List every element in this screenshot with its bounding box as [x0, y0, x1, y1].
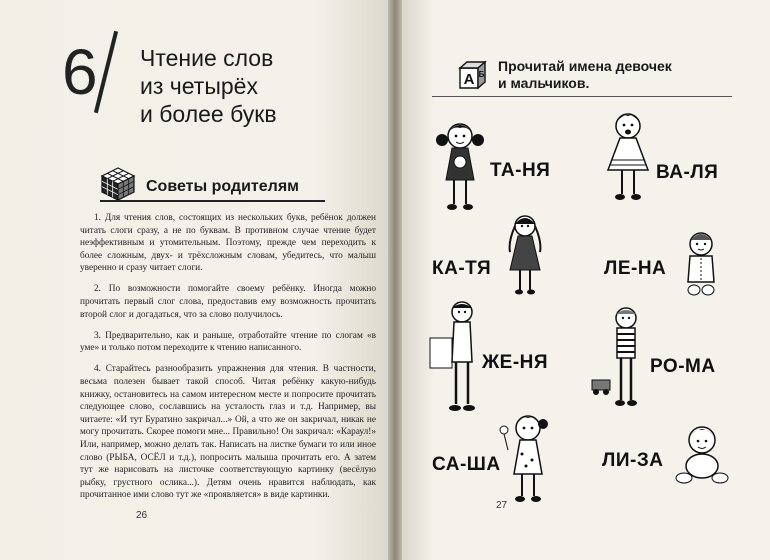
section-divider: [100, 200, 325, 202]
page-number-left: 26: [136, 510, 148, 521]
block-letter-a: А: [463, 71, 475, 88]
boy-roma-illustration: [590, 304, 650, 414]
name-lena: ЛЕ-НА: [604, 258, 667, 279]
page-number-right: 27: [496, 500, 508, 511]
name-roma: РО-МА: [650, 356, 716, 377]
task-divider: [432, 96, 732, 97]
girl-liza-illustration: [674, 424, 730, 486]
advice-paragraph-3: 3. Предварительно, как и раньше, отработайте чтение по слогам «в уме» и только потом переходите к чтению написанного.: [80, 330, 376, 354]
book-gutter: [388, 0, 402, 560]
rubik-cube-icon: [100, 166, 136, 202]
section-title: Советы родителям: [146, 178, 299, 195]
task-title-line-2: и мальчиков.: [498, 75, 590, 91]
advice-paragraph-4: 4. Старайтесь разнообразить упражнения для чтения. В частности, весьма полезен бывает такой способ. Читая ребёнку какую-нибудь книжку, остановитесь на самом интересном месте и попросите прочитать следующее слово, сославшись на усталость глаз и т.д. Например, вы читаете: «И тут Буратино закричал...» Ой, а что же он закричал, никак не могу прочитать. Скорее помоги мне... Правильно! Он закричал: «Караул!» Или, например, можно делать так. Написать на листке бумаги то или иное слово (РЫБА, ОСЁЛ и т.д.), попросить малыша прочитать его. А затем тут же нарисовать на листочке соответствующую картинку (весёлую рыбку, грустного ослика...). Детям очень нравится наблюдать, как прочитанное ими слово тут же «проявляется» в виде картинки.: [80, 364, 376, 501]
advice-paragraph-2: 2. По возможности помогайте своему ребёнку. Иногда можно прочитать первый слог слова, предоставив ему возможность прочитать второй слог и догадаться, что за слово получилось.: [80, 284, 376, 320]
girl-tanya-illustration: [430, 118, 490, 214]
chapter-title-line-1: Чтение слов: [140, 45, 274, 71]
advice-paragraph-1: 1. Для чтения слов, состоящих из нескольких букв, ребёнок должен читать слоги сразу, а не по буквам. В противном случае чтение будет неэффективным и утомительным. Поэтому, прежде чем переходить к более сложным, двух- и трёхсложным словам, убедитесь, что малыш уверенно и сразу читает слоги.: [80, 213, 376, 274]
girl-sasha-illustration: [498, 410, 554, 506]
name-liza: ЛИ-ЗА: [602, 450, 664, 471]
girl-valya-illustration: [598, 108, 658, 204]
chapter-title-line-3: и более букв: [140, 101, 277, 127]
alphabet-block-icon: [458, 60, 488, 90]
name-zhenya: ЖЕ-НЯ: [482, 352, 549, 373]
task-title-line-1: Прочитай имена девочек: [498, 58, 672, 74]
girl-katya-illustration: [500, 212, 550, 296]
boy-zhenya-illustration: [428, 298, 488, 418]
name-sasha: СА-ША: [432, 454, 501, 475]
chapter-title: [140, 44, 380, 128]
chapter-title-line-2: из четырёх: [140, 73, 258, 99]
block-letter-b: Б: [478, 70, 485, 79]
name-katya: КА-ТЯ: [432, 258, 492, 279]
name-tanya: ТА-НЯ: [490, 160, 551, 181]
girl-lena-illustration: [678, 228, 724, 298]
name-valya: ВА-ЛЯ: [656, 162, 719, 183]
advice-text: [80, 212, 376, 510]
task-title: [498, 58, 728, 92]
chapter-number: 6: [62, 36, 98, 108]
